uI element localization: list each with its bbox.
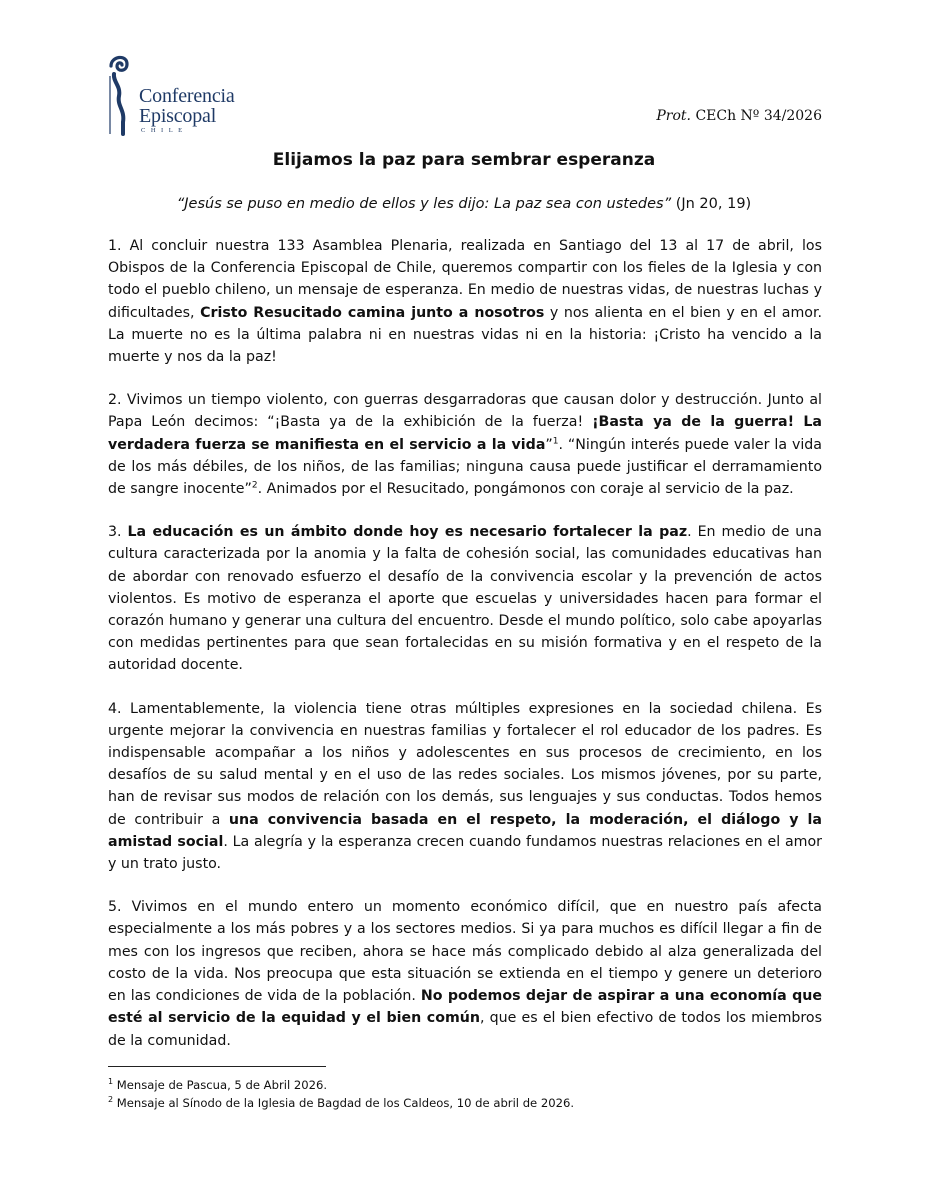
footnote-separator [108, 1066, 326, 1067]
footnotes [108, 1076, 822, 1112]
paragraph-4 [108, 698, 822, 876]
document-body [108, 235, 822, 1073]
protocol-code: CECh Nº 34/2026 [695, 108, 822, 124]
document-title: Elijamos la paz para sembrar esperanza [272, 150, 656, 170]
protocol-number [656, 108, 822, 124]
epigraph-reference: (Jn 20, 19) [671, 196, 752, 212]
paragraph-2 [108, 389, 822, 500]
p2-text-e: . Animados por el Resucitado, pongámonos con coraje al servicio de la paz. [257, 481, 794, 498]
p5-text-a: 5. Vivimos en el mundo entero un momento económico difícil, que en nuestro país afecta especialmente a los más pobres y a los sectores medios. Si ya para muchos es difícil llegar a fin de mes con los ingresos que reciben, ahora se hace más complicado debido al alza generalizada del costo de la vida. Nos preocupa que esta situación se extienda en el tiempo y genere un deterioro en las condiciones de vida de la población. [108, 899, 822, 1005]
footnote-1 [108, 1076, 822, 1094]
p2-text-a: 2. Vivimos un tiempo violento, con guerras desgarradoras que causan dolor y destrucción. Junto al Papa León decimos: “¡Basta ya de la exhibición de la fuerza! [108, 392, 822, 431]
paragraph-5 [108, 896, 822, 1051]
p1-emphasis: Cristo Resucitado camina junto a nosotros [200, 304, 545, 321]
p2-text-c: ” [545, 436, 553, 453]
p5-emphasis: No podemos dejar de aspirar a una economía que esté al servicio de la equidad y el bien común [108, 988, 822, 1027]
logo-line-episcopal: Episcopal [139, 105, 217, 127]
footnote-2 [108, 1094, 822, 1112]
footnote-1-text: Mensaje de Pascua, 5 de Abril 2026. [113, 1078, 328, 1092]
p2-emphasis: ¡Basta ya de la guerra! La verdadera fuerza se manifiesta en el servicio a la vida [108, 414, 823, 453]
p3-emphasis: La educación es un ámbito donde hoy es necesario fortalecer la paz [127, 524, 688, 541]
p1-text-c: y nos alienta en el bien y en el amor. La muerte no es la última palabra ni en nuestras vidas ni en la historia: ¡Cristo ha vencido a la muerte y nos da la paz! [108, 304, 823, 366]
paragraph-3 [108, 521, 822, 676]
p3-text-c: . En medio de una cultura caracterizada por la anomia y la falta de cohesión social, las comunidades educativas han de abordar con renovado esfuerzo el desafío de la convivencia escolar y la prevención de actos violentos. Es motivo de esperanza el aporte que escuelas y universidades hacen para formar el corazón humano y generar una cultura del encuentro. Desde el mundo político, solo cabe apoyarlas con medidas pertinentes para que sean fortalecidas en su misión formativa y en el respeto de la autoridad docente. [108, 524, 822, 674]
paragraph-1 [108, 235, 822, 368]
footnote-2-text: Mensaje al Sínodo de la Iglesia de Bagdad de los Caldeos, 10 de abril de 2026. [113, 1096, 575, 1110]
p3-text-a: 3. [108, 524, 128, 541]
epigraph-quote: “Jesús se puso en medio de ellos y les dijo: La paz sea con ustedes” [176, 196, 672, 212]
p4-text-c: . La alegría y la esperanza crecen cuando fundamos nuestras relaciones en el amor y un trato justo. [108, 833, 822, 873]
p4-emphasis: una convivencia basada en el respeto, la moderación, el diálogo y la amistad social [108, 811, 822, 850]
logo-line-conferencia: Conferencia [139, 85, 235, 107]
crozier-icon [103, 52, 143, 136]
logo-line-chile: CHILE [141, 127, 188, 134]
conferencia-episcopal-logo [103, 52, 243, 136]
p4-text-a: 4. Lamentablemente, la violencia tiene otras múltiples expresiones en la sociedad chilena. Es urgente mejorar la convivencia en nuestras familias y fortalecer el rol educador de los padres. Es indispensable acompañar a los niños y adolescentes en sus procesos de crecimiento, en los desafíos de su salud mental y en el uso de las redes sociales. Los mismos jóvenes, por su parte, han de revisar sus modos de relación con los demás, sus lenguajes y sus conductas. Todos hemos de contribuir a [108, 700, 822, 828]
logo-wordmark [139, 86, 235, 134]
footnote-ref-1[interactable]: 1 [552, 435, 559, 446]
p5-text-c: , que es el bien efectivo de todos los miembros de la comunidad. [108, 1010, 822, 1049]
protocol-prefix: Prot. [656, 108, 691, 124]
footnote-ref-2[interactable]: 2 [251, 480, 258, 491]
footnote-2-mark: 2 [108, 1095, 114, 1105]
p1-text-a: 1. Al concluir nuestra 133 Asamblea Plenaria, realizada en Santiago del 13 al 17 de abril, los Obispos de la Conferencia Episcopal de Chile, queremos compartir con los fieles de la Iglesia y con todo el pueblo chileno, un mensaje de esperanza. En medio de nuestras vidas, de nuestras luchas y dificultades, [108, 238, 822, 321]
footnote-1-mark: 1 [108, 1077, 114, 1087]
p2-text-d: . “Ningún interés puede valer la vida de los más débiles, de los niños, de las familias; ninguna causa puede justificar el derramamiento de sangre inocente” [108, 436, 822, 498]
epigraph [0, 196, 928, 212]
